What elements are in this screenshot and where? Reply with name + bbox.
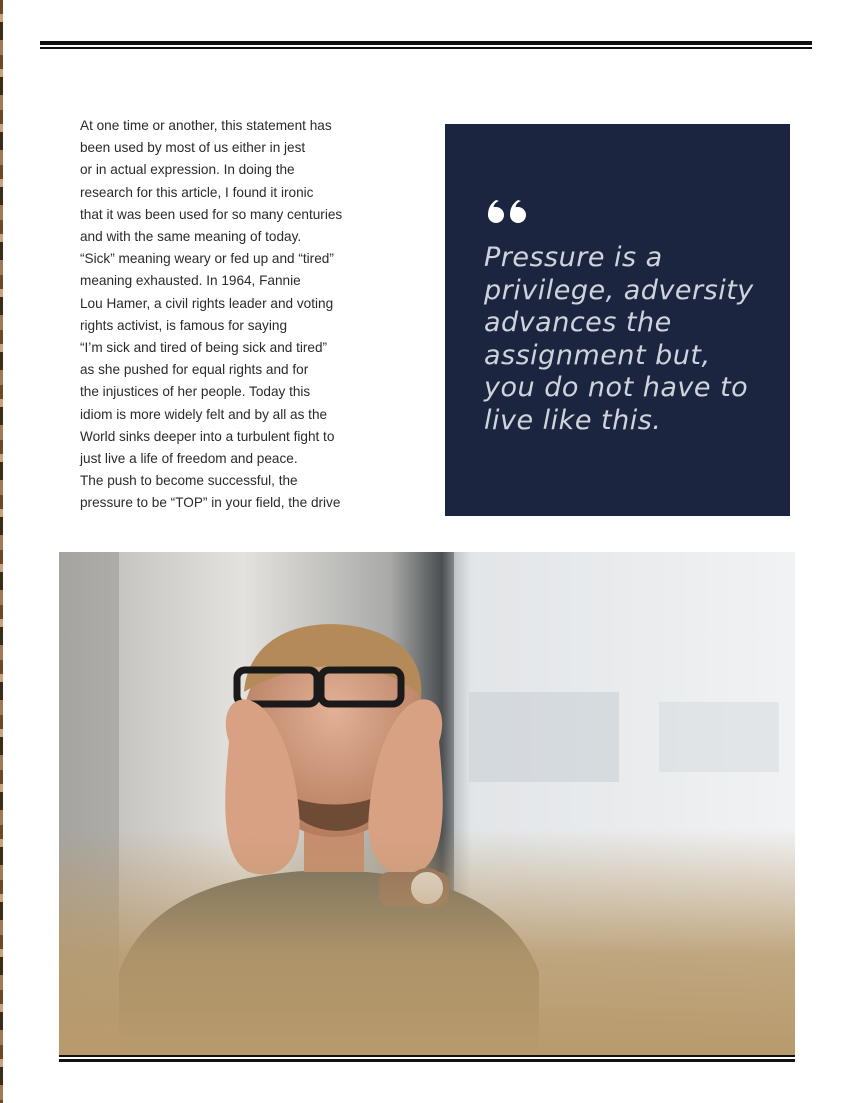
article-line: “Sick” meaning weary or fed up and “tired” <box>80 251 334 267</box>
article-line: pressure to be “TOP” in your field, the drive <box>80 495 341 511</box>
top-rule-thin <box>40 47 812 49</box>
article-line: At one time or another, this statement has <box>80 118 332 133</box>
article-line: The push to become successful, the <box>80 473 298 489</box>
article-line: World sinks deeper into a turbulent fight to <box>80 428 335 444</box>
quote-line: privilege, adversity <box>484 274 754 306</box>
article-line: as she pushed for equal rights and for <box>80 362 309 378</box>
pull-quote-text <box>484 242 784 437</box>
article-line: just live a life of freedom and peace. <box>80 451 298 467</box>
top-rule-thick <box>40 41 812 45</box>
article-line: research for this article, I found it ironic <box>80 184 314 200</box>
pull-quote-box <box>445 124 790 516</box>
page-edge-strip <box>0 0 3 1103</box>
article-line: “I’m sick and tired of being sick and tired” <box>80 340 328 356</box>
tired-man-with-glasses-photo <box>59 552 795 1055</box>
quote-line: advances the <box>484 307 672 338</box>
article-line: or in actual expression. In doing the <box>80 162 295 178</box>
quote-line: assignment but, <box>484 339 711 371</box>
article-line: the injustices of her people. Today this <box>80 384 311 400</box>
article-body <box>80 115 420 515</box>
quote-line: live like this. <box>484 404 662 436</box>
bottom-rule-thin <box>59 1055 795 1057</box>
bottom-rule-thick <box>59 1059 795 1062</box>
article-line: rights activist, is famous for saying <box>80 317 287 333</box>
quote-line: you do not have to <box>484 372 749 403</box>
article-line: Lou Hamer, a civil rights leader and voting <box>80 295 334 311</box>
article-line: idiom is more widely felt and by all as the <box>80 406 328 422</box>
article-line: meaning exhausted. In 1964, Fannie <box>80 273 301 289</box>
article-line: that it was been used for so many centuries <box>80 206 343 222</box>
article-line: been used by most of us either in jest <box>80 140 306 156</box>
quote-marks-icon <box>486 196 532 235</box>
quote-line: Pressure is a <box>484 242 663 273</box>
article-line: and with the same meaning of today. <box>80 229 302 245</box>
